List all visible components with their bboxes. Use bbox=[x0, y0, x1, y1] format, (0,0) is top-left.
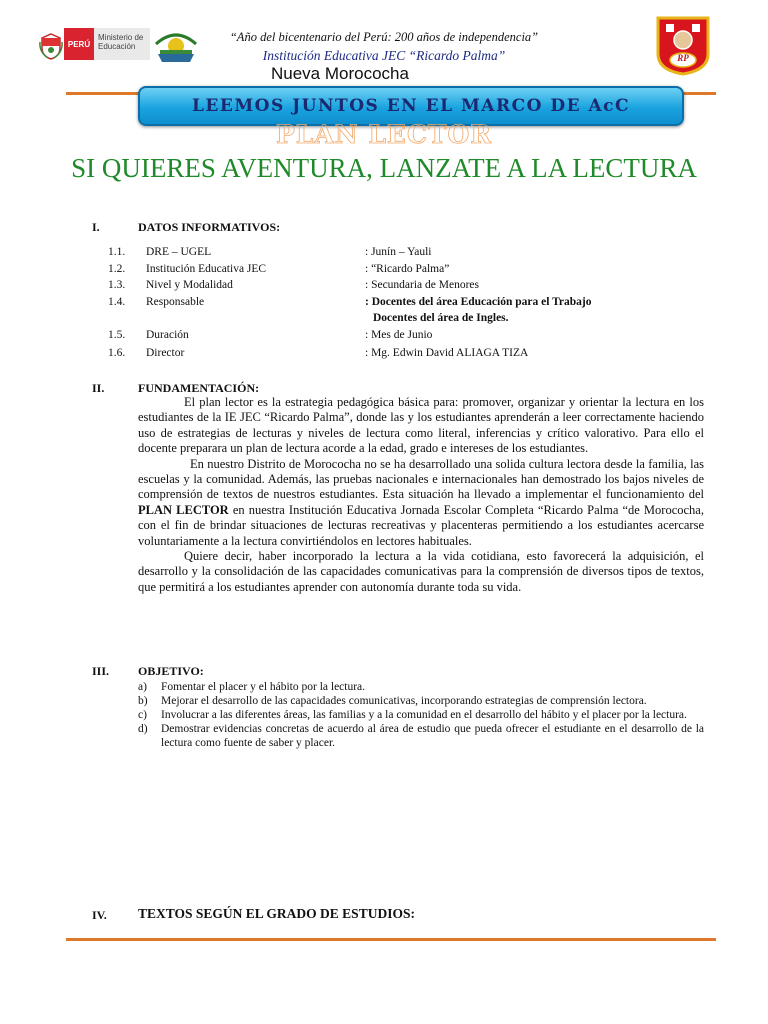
info-row-5-label: Duración bbox=[146, 329, 189, 341]
objectives-list bbox=[138, 680, 704, 750]
plan-title: PLAN LECTOR bbox=[275, 120, 493, 149]
fundamentacion-text bbox=[138, 395, 704, 595]
section-3-title: OBJETIVO: bbox=[138, 664, 204, 678]
objective-text: Fomentar el placer y el hábito por la lectura. bbox=[161, 681, 366, 693]
section-4-number: IV. bbox=[92, 908, 107, 922]
minedu-logo-ministry: Ministerio de Educación bbox=[94, 28, 150, 60]
info-row-4-number: 1.4. bbox=[108, 296, 126, 308]
info-row-5-number: 1.5. bbox=[108, 329, 126, 341]
paragraph-3: Quiere decir, haber incorporado la lectura a la vida cotidiana, esto favorecerá la adquisición, el desarrollo y la consolidación de las capacidades comunicativas para la comprensión de diversos tipos de textos, que permitirá a los estudiantes aprender con autonomía durante toda su vida. bbox=[138, 549, 704, 594]
slogan: SI QUIERES AVENTURA, LANZATE A LA LECTURA bbox=[71, 153, 697, 183]
institution-name: Institución Educativa JEC “Ricardo Palma” bbox=[262, 48, 506, 63]
info-row-4-value: : Docentes del área Educación para el Trabajo bbox=[365, 296, 592, 308]
minedu-logo-peru: PERÚ bbox=[64, 28, 94, 60]
section-1-number: I. bbox=[92, 220, 100, 234]
paragraph-1: El plan lector es la estrategia pedagógica básica para: promover, organizar y orientar la lectura en los estudiantes de la IE JEC “Ricardo Palma”, donde las y los estudiantes aprenderán a leer correctamente haciendo uso de estrategias de lecturas y niveles de lectura como literal, inferencias y crítico valorativo. Para ello el docente preparara un plan de lectura acorde a la edad, grado e intereses de los estudiantes. bbox=[138, 395, 704, 456]
objective-text: Demostrar evidencias concretas de acuerdo al área de estudio que pueda ofrecer el estudiante en el desarrollo de la lectura como fuente de saber y placer. bbox=[161, 723, 704, 749]
info-row-2-value: : “Ricardo Palma” bbox=[365, 263, 450, 275]
motto: “Año del bicentenario del Perú: 200 años de independencia” bbox=[229, 30, 539, 44]
info-row-4-value-2: Docentes del área de Ingles. bbox=[373, 312, 509, 324]
info-row-6-value: : Mg. Edwin David ALIAGA TIZA bbox=[365, 347, 529, 359]
info-row-6-label: Director bbox=[146, 347, 185, 359]
objective-text: Involucrar a las diferentes áreas, las familias y a la comunidad en el desarrollo del hábito y el placer por la lectura. bbox=[161, 709, 687, 721]
paragraph-2-part-2: en nuestra Institución Educativa Jornada Escolar Completa “Ricardo Palma “de Morococha, con el fin de brindar situaciones de lecturas recreativas y placenteras permitiendo a los estudiantes acercarse voluntariamente a la lectura convirtiéndolos en lectores habituales. bbox=[138, 502, 704, 548]
info-row-2-label: Institución Educativa JEC bbox=[146, 263, 267, 275]
school-crest-icon bbox=[654, 14, 712, 76]
section-2-number: II. bbox=[92, 381, 105, 395]
town-name: Nueva Morococha bbox=[271, 64, 409, 83]
objective-item bbox=[138, 680, 704, 694]
section-1-title: DATOS INFORMATIVOS: bbox=[138, 220, 281, 234]
info-row-1-label: DRE – UGEL bbox=[146, 246, 212, 258]
section-3-number: III. bbox=[92, 664, 110, 678]
footer-divider bbox=[66, 938, 716, 941]
objective-letter: b) bbox=[138, 695, 148, 707]
objective-item bbox=[138, 694, 704, 708]
crest-initials: RP bbox=[677, 53, 689, 63]
paragraph-2-part-1: En nuestro Distrito de Morococha no se ha desarrollado una solida cultura lectora desde la familia, las escuelas y la comunidad. Además, las pruebas nacionales e internacionales han demostrado los bajos niveles de comprensión de textos de nuestros estudiantes. Esta situación ha llevado a implementar el funcionamiento del bbox=[138, 456, 704, 502]
info-row-4-label: Responsable bbox=[146, 296, 205, 308]
info-row-6-number: 1.6. bbox=[108, 347, 126, 359]
info-row-3-number: 1.3. bbox=[108, 279, 126, 291]
objective-text: Mejorar el desarrollo de las capacidades comunicativas, incorporando estrategias de comprensión lectora. bbox=[161, 695, 647, 707]
info-row-5-value: : Mes de Junio bbox=[365, 329, 433, 341]
objective-letter: a) bbox=[138, 681, 147, 693]
info-row-1-number: 1.1. bbox=[108, 246, 126, 258]
objective-letter: d) bbox=[138, 723, 148, 735]
objective-item bbox=[138, 708, 704, 722]
objective-letter: c) bbox=[138, 709, 147, 721]
banner-text: LEEMOS JUNTOS EN EL MARCO DE AcC bbox=[191, 96, 631, 116]
info-row-1-value: : Junín – Yauli bbox=[365, 246, 432, 258]
paragraph-2 bbox=[138, 457, 704, 549]
paragraph-2-emphasis: PLAN LECTOR bbox=[138, 502, 229, 517]
info-row-3-value: : Secundaria de Menores bbox=[365, 279, 480, 291]
objective-item bbox=[138, 722, 704, 750]
section-4-title: TEXTOS SEGÚN EL GRADO DE ESTUDIOS: bbox=[138, 906, 415, 921]
info-row-2-number: 1.2. bbox=[108, 263, 126, 275]
info-row-3-label: Nivel y Modalidad bbox=[146, 279, 233, 291]
section-2-title: FUNDAMENTACIÓN: bbox=[138, 381, 260, 395]
